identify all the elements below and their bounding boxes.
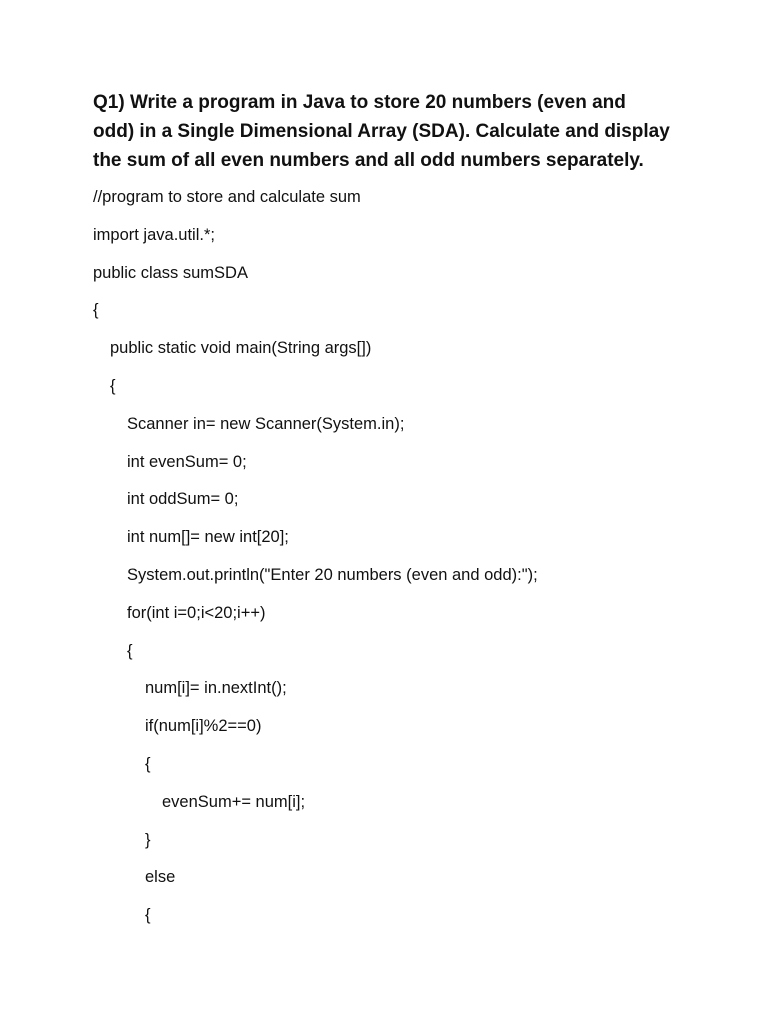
code-for-open-brace: {: [127, 641, 133, 660]
code-main-method-declaration: public static void main(String args[]): [110, 339, 372, 358]
code-even-add-line: evenSum+= num[i];: [162, 792, 306, 811]
code-if-line: if(num[i]%2==0): [145, 717, 262, 736]
code-else-line: else: [145, 868, 176, 887]
question-line-2: odd) in a Single Dimensional Array (SDA). Calculate and display: [93, 121, 670, 142]
code-class-declaration: public class sumSDA: [93, 263, 248, 282]
code-class-open-brace: {: [93, 301, 99, 320]
question-line-3: the sum of all even numbers and all odd numbers separately.: [93, 150, 644, 171]
code-scanner-line: Scanner in= new Scanner(System.in);: [127, 414, 405, 433]
code-listing: [93, 186, 733, 942]
code-array-line: int num[]= new int[20];: [127, 528, 289, 547]
code-else-open-brace: {: [145, 906, 151, 925]
question-heading: [93, 88, 693, 175]
code-main-open-brace: {: [110, 376, 116, 395]
code-if-close-brace: }: [145, 830, 151, 849]
code-odd-sum-line: int oddSum= 0;: [127, 490, 239, 509]
code-comment-line: //program to store and calculate sum: [93, 188, 361, 206]
code-even-sum-line: int evenSum= 0;: [127, 452, 247, 471]
code-read-input-line: num[i]= in.nextInt();: [145, 679, 287, 698]
code-for-loop-line: for(int i=0;i<20;i++): [127, 603, 266, 622]
code-import-line: import java.util.*;: [93, 225, 215, 244]
code-if-open-brace: {: [145, 754, 151, 773]
code-print-prompt-line: System.out.println("Enter 20 numbers (even and odd):");: [127, 565, 538, 584]
question-line-1: Q1) Write a program in Java to store 20 numbers (even and: [93, 92, 626, 113]
